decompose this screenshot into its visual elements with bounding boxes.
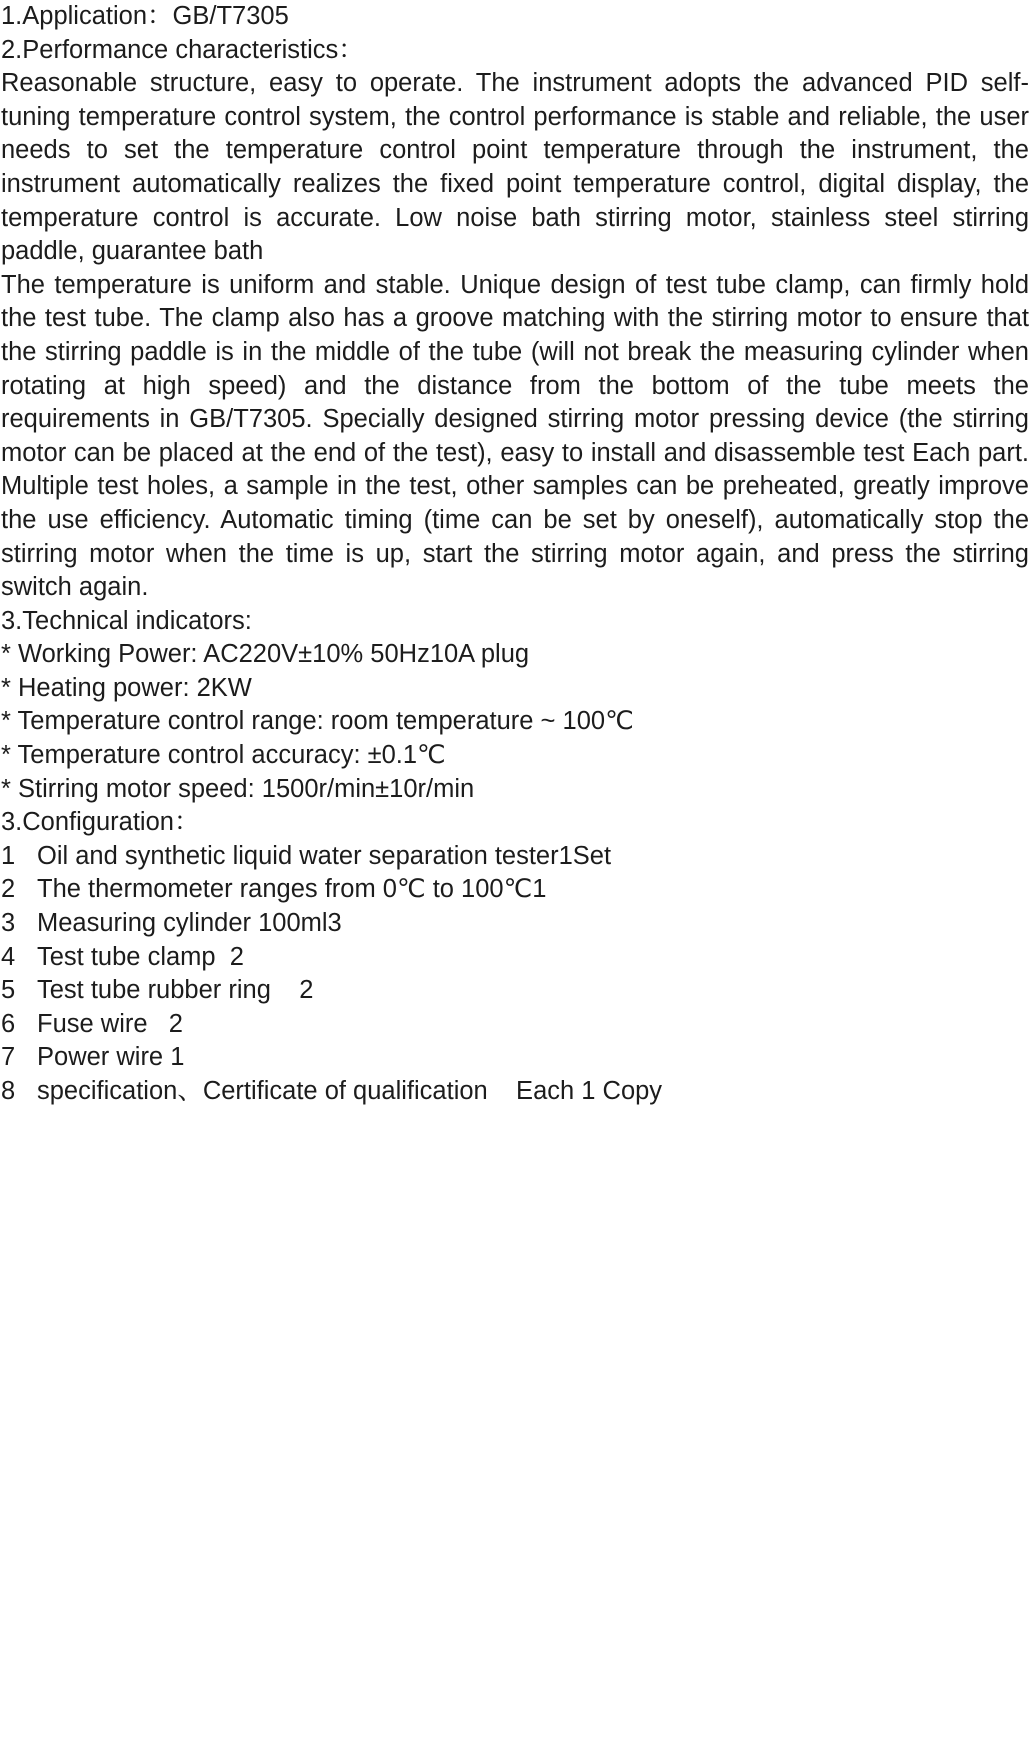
technical-item-temp-range: * Temperature control range: room temperature ~ 100℃ [1,707,634,736]
configuration-item [1,907,1029,941]
application-line: 1.Application：GB/T7305 [1,2,289,30]
configuration-item-number: 4 [1,942,16,971]
configuration-item [1,974,1029,1008]
configuration-item-number: 5 [1,976,16,1005]
configuration-item [1,1041,1029,1075]
configuration-item [1,840,1029,874]
configuration-item-number: 6 [1,1009,16,1038]
performance-heading: 2.Performance characteristics： [1,35,364,64]
technical-item-heating: * Heating power: 2KW [1,673,252,702]
configuration-item-number: 3 [1,909,16,938]
configuration-item-number: 1 [1,841,16,870]
configuration-item-text: The thermometer ranges from 0℃ to 100℃1 [37,875,547,904]
technical-item-temp-accuracy: * Temperature control accuracy: ±0.1℃ [1,741,446,770]
configuration-item [1,873,1029,907]
configuration-item-text: Test tube rubber ring 2 [37,976,314,1005]
configuration-item-number: 2 [1,875,16,904]
configuration-item-text: specification、Certificate of qualification Each 1 Copy [37,1077,663,1105]
configuration-item-text: Fuse wire 2 [37,1009,183,1038]
performance-paragraph-1: Reasonable structure, easy to operate. The instrument adopts the advanced PID self-tuning temperature control system, the control performance is stable and reliable, the user needs to set the temperature control point temperature through the instrument, the instrument automatically realizes the fixed point temperature control, digital display, the temperature control is accurate. Low noise bath stirring motor, stainless steel stirring paddle, guarantee bath [1,69,1029,266]
technical-heading: 3.Technical indicators: [1,606,252,635]
configuration-item [1,1008,1029,1042]
configuration-item [1,1075,1029,1109]
configuration-item-text: Measuring cylinder 100ml3 [37,909,342,938]
performance-paragraph-2: The temperature is uniform and stable. Unique design of test tube clamp, can firmly hold the test tube. The clamp also has a groove matching with the stirring motor to ensure that the stirring paddle is in the middle of the tube (will not break the measuring cylinder when rotating at high speed) and the distance from the bottom of the tube meets the requirements in GB/T7305. Specially designed stirring motor pressing device (the stirring motor can be placed at the end of the test), easy to install and disassemble test Each part. Multiple test holes, a sample in the test, other samples can be preheated, greatly improve the use efficiency. Automatic timing (time can be set by oneself), automatically stop the stirring motor when the time is up, start the stirring motor again, and press the stirring switch again. [1,270,1029,602]
configuration-item-text: Power wire 1 [37,1043,185,1072]
configuration-item-number: 8 [1,1077,16,1105]
document-body [1,0,1029,1109]
configuration-item-text: Oil and synthetic liquid water separation tester1Set [37,841,612,870]
technical-item-power: * Working Power: AC220V±10% 50Hz10A plug [1,640,530,669]
configuration-item-number: 7 [1,1043,16,1072]
technical-item-motor-speed: * Stirring motor speed: 1500r/min±10r/min [1,774,475,803]
configuration-item [1,941,1029,975]
configuration-item-text: Test tube clamp 2 [37,942,244,971]
configuration-heading: 3.Configuration： [1,808,200,837]
